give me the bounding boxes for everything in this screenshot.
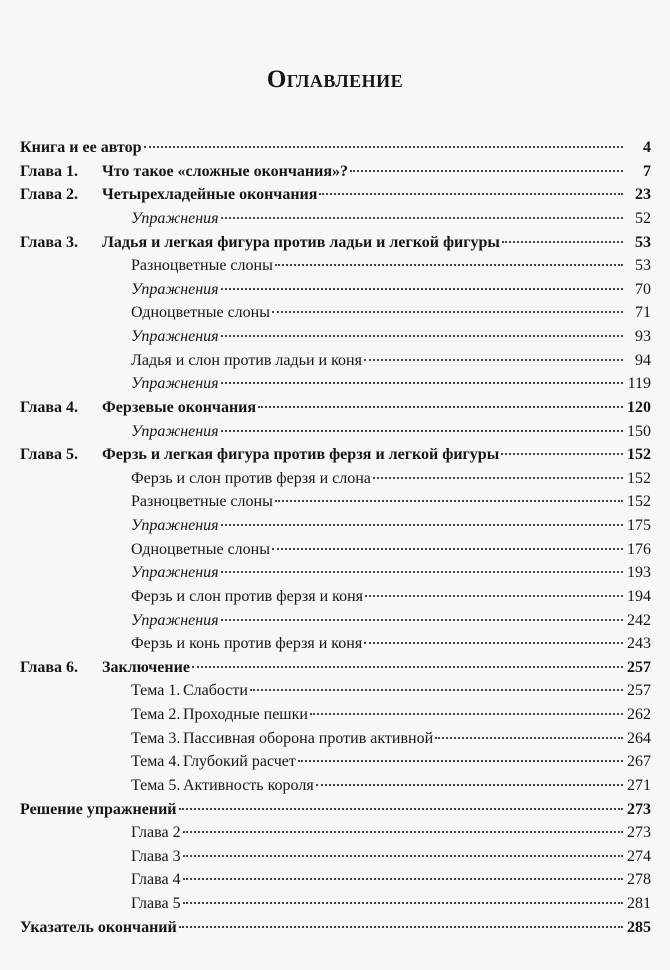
- theme-number: Тема 1.: [131, 682, 181, 700]
- theme-number: Тема 5.: [131, 776, 181, 794]
- toc-entry: [20, 207, 651, 231]
- dot-leader: [221, 524, 623, 526]
- toc-entry-text: Активность короля: [183, 776, 314, 794]
- toc-entry: [20, 821, 651, 845]
- toc-entry-text: Пассивная оборона против активной: [183, 729, 434, 747]
- toc-page-number: 262: [627, 706, 651, 723]
- toc-page-number: 7: [643, 162, 651, 180]
- toc-entry-text: Ферзь и слон против ферзя и слона: [131, 469, 371, 487]
- toc-entry-text: Упражнения: [131, 328, 219, 345]
- dot-leader: [179, 808, 623, 810]
- toc-page-number: 193: [627, 564, 651, 582]
- toc-entry-text: Разноцветные слоны: [131, 257, 273, 275]
- toc-entry: [20, 798, 651, 822]
- theme-number: Тема 2.: [131, 706, 181, 723]
- toc-entry: [20, 774, 651, 798]
- toc-entry: [20, 868, 651, 892]
- toc-entry-text: Разноцветные слоны: [131, 493, 273, 511]
- dot-leader: [316, 784, 623, 786]
- toc-entry: [20, 727, 651, 751]
- toc-page-number: 70: [635, 280, 651, 298]
- toc-page-number: 152: [627, 493, 651, 511]
- toc-entry: [20, 656, 651, 680]
- toc-page-number: 93: [635, 328, 651, 345]
- toc-entry: [20, 585, 651, 609]
- toc-entry-text: Глава 5: [131, 895, 181, 912]
- dot-leader: [192, 666, 623, 668]
- dot-leader: [364, 359, 623, 361]
- dot-leader: [250, 689, 623, 691]
- dot-leader: [373, 477, 623, 479]
- toc-entry: [20, 278, 651, 302]
- toc-entry: [20, 916, 651, 940]
- dot-leader: [183, 831, 623, 833]
- dot-leader: [183, 878, 623, 880]
- toc-entry-text: Слабости: [183, 682, 248, 700]
- dot-leader: [183, 902, 623, 904]
- toc-entry: [20, 325, 651, 349]
- toc-page-number: 53: [635, 233, 651, 251]
- toc-entry-text: Глубокий расчет: [183, 753, 296, 771]
- toc-page-number: 71: [635, 304, 651, 322]
- toc-entry: [20, 679, 651, 703]
- dot-leader: [221, 217, 623, 219]
- toc-entry-text: Проходные пешки: [183, 706, 308, 723]
- dot-leader: [298, 760, 623, 762]
- toc-entry-text: Упражнения: [131, 375, 219, 393]
- toc-entry-text: Ферзь и конь против ферзя и коня: [131, 635, 363, 653]
- theme-number: Тема 3.: [131, 729, 181, 747]
- toc-entry: [20, 420, 651, 444]
- toc-page-number: 281: [627, 895, 651, 912]
- toc-page-number: 4: [643, 139, 651, 156]
- chapter-number: Глава 2.: [20, 186, 78, 204]
- chapter-number: Глава 6.: [20, 658, 78, 676]
- toc-page-number: 274: [627, 847, 651, 865]
- toc-entry-text: Указатель окончаний: [20, 918, 177, 936]
- dot-leader: [319, 193, 623, 195]
- toc-entry-text: Ферзь и слон против ферзя и коня: [131, 587, 364, 605]
- toc-entry-text: Ферзевые окончания: [102, 398, 257, 416]
- toc-page-number: 278: [627, 871, 651, 889]
- toc-entry-text: Упражнения: [131, 209, 219, 227]
- toc-entry-text: Упражнения: [131, 564, 219, 582]
- chapter-number: Глава 3.: [20, 233, 78, 251]
- toc-page-number: 176: [627, 540, 651, 558]
- toc-entry-text: Одноцветные слоны: [131, 304, 270, 322]
- dot-leader: [435, 737, 623, 739]
- dot-leader: [179, 926, 623, 928]
- toc-page-number: 285: [627, 918, 651, 936]
- dot-leader: [310, 713, 623, 715]
- toc-page-number: 119: [627, 375, 651, 393]
- dot-leader: [272, 548, 623, 550]
- toc-entry: [20, 561, 651, 585]
- toc-page-number: 242: [627, 611, 651, 629]
- toc-entry: [20, 514, 651, 538]
- toc-entry-text: Глава 4: [131, 871, 181, 889]
- toc-entry: [20, 632, 651, 656]
- toc-entry-text: Четырехладейные окончания: [102, 186, 318, 204]
- toc-entry: [20, 750, 651, 774]
- toc-entry-text: Одноцветные слоны: [131, 540, 270, 558]
- toc-entry: [20, 254, 651, 278]
- toc-entry: [20, 183, 651, 207]
- toc-entry: [20, 845, 651, 869]
- dot-leader: [350, 170, 623, 172]
- toc-page-number: 175: [627, 517, 651, 534]
- page-title: Оглавление: [266, 66, 404, 93]
- toc-entry: [20, 703, 651, 727]
- toc-entry: [20, 301, 651, 325]
- dot-leader: [501, 453, 623, 455]
- toc-page-number: 152: [627, 469, 651, 487]
- toc-entry-text: Что такое «сложные окончания»?: [102, 162, 348, 180]
- dot-leader: [183, 855, 623, 857]
- theme-number: Тема 4.: [131, 753, 181, 771]
- toc-entry: [20, 396, 651, 420]
- dot-leader: [275, 500, 623, 502]
- toc-entry-text: Решение упражнений: [20, 800, 177, 818]
- table-of-contents: [20, 136, 651, 939]
- toc-page-number: 273: [627, 800, 651, 818]
- toc-page-number: 271: [627, 776, 651, 794]
- toc-page-number: 120: [627, 398, 651, 416]
- toc-entry-text: Ферзь и легкая фигура против ферзя и легкой фигуры: [102, 446, 500, 464]
- chapter-number: Глава 1.: [20, 162, 78, 180]
- dot-leader: [502, 241, 623, 243]
- toc-page-number: 152: [627, 446, 651, 464]
- toc-entry-text: Глава 3: [131, 847, 181, 865]
- dot-leader: [275, 264, 623, 266]
- toc-entry-text: Глава 2: [131, 824, 181, 842]
- toc-entry-text: Заключение: [102, 658, 190, 676]
- toc-page-number: 53: [635, 257, 651, 275]
- toc-entry: [20, 538, 651, 562]
- dot-leader: [144, 146, 623, 148]
- chapter-number: Глава 4.: [20, 398, 78, 416]
- toc-page-number: 243: [627, 635, 651, 653]
- dot-leader: [272, 311, 623, 313]
- toc-entry-text: Упражнения: [131, 280, 219, 298]
- toc-page-number: 194: [627, 587, 651, 605]
- dot-leader: [258, 406, 623, 408]
- toc-entry: [20, 609, 651, 633]
- toc-entry-text: Упражнения: [131, 611, 219, 629]
- toc-entry-text: Ладья и слон против ладьи и коня: [131, 351, 362, 369]
- dot-leader: [221, 335, 623, 337]
- toc-entry-text: Упражнения: [131, 422, 219, 440]
- dot-leader: [364, 642, 623, 644]
- dot-leader: [221, 430, 623, 432]
- toc-entry: [20, 372, 651, 396]
- chapter-number: Глава 5.: [20, 446, 78, 464]
- toc-page-number: 94: [635, 351, 651, 369]
- toc-page-number: 52: [635, 209, 651, 227]
- toc-entry: [20, 160, 651, 184]
- dot-leader: [221, 571, 623, 573]
- toc-entry: [20, 443, 651, 467]
- dot-leader: [221, 619, 623, 621]
- toc-entry: [20, 490, 651, 514]
- toc-page-number: 23: [635, 186, 651, 204]
- toc-page-number: 257: [627, 682, 651, 700]
- toc-page-number: 267: [627, 753, 651, 771]
- toc-page-number: 264: [627, 729, 651, 747]
- dot-leader: [365, 595, 623, 597]
- toc-entry: [20, 136, 651, 160]
- toc-page-number: 150: [627, 422, 651, 440]
- dot-leader: [221, 382, 623, 384]
- toc-entry: [20, 467, 651, 491]
- toc-entry: [20, 892, 651, 916]
- toc-entry: [20, 349, 651, 373]
- toc-entry: [20, 231, 651, 255]
- toc-entry-text: Книга и ее автор: [20, 139, 142, 156]
- toc-entry-text: Упражнения: [131, 517, 219, 534]
- toc-page-number: 273: [627, 824, 651, 842]
- dot-leader: [221, 288, 623, 290]
- toc-entry-text: Ладья и легкая фигура против ладьи и легкой фигуры: [102, 233, 500, 251]
- toc-page-number: 257: [627, 658, 651, 676]
